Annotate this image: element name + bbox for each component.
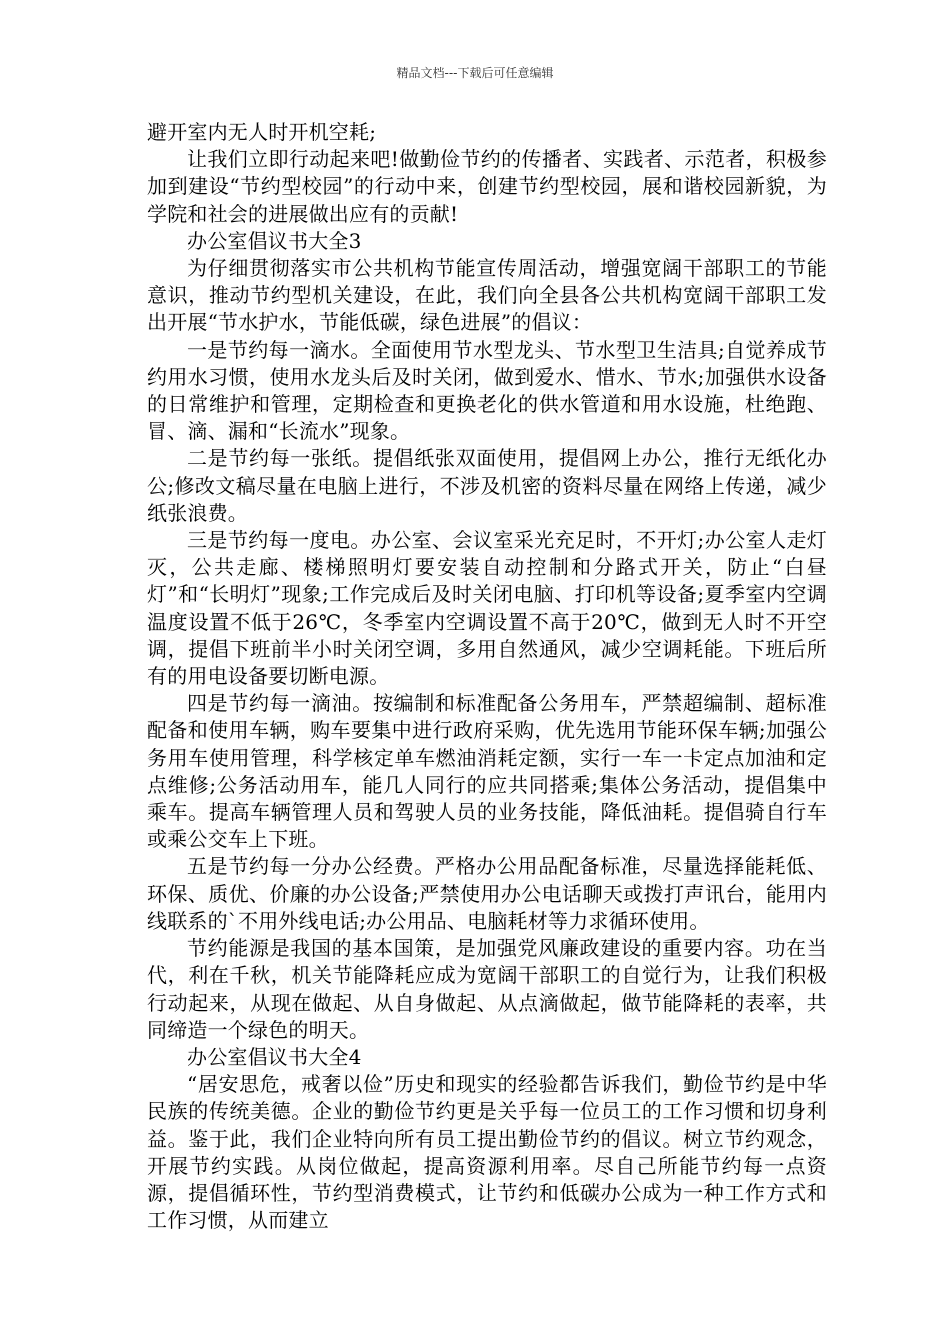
paragraph-9: 五是节约每一分办公经费。严格办公用品配备标准，尽量选择能耗低、环保、质优、价廉的办公设备;严禁使用办公电话聊天或拨打声讯台，能用内线联系的`不用外线电话;办公用品、电脑耗材等力求循环使用。 [147, 854, 827, 933]
paragraph-8: 四是节约每一滴油。按编制和标准配备公务用车，严禁超编制、超标准配备和使用车辆，购车要集中进行政府采购，优先选用节能环保车辆;加强公务用车使用管理，科学核定单车燃油消耗定额，实行一车一卡定点加油和定点维修;公务活动用车，能几人同行的应共同搭乘;集体公务活动，提倡集中乘车。提高车辆管理人员和驾驶人员的业务技能，降低油耗。提倡骑自行车或乘公交车上下班。 [147, 691, 827, 852]
document-body [147, 119, 827, 1234]
paragraph-2: 让我们立即行动起来吧!做勤俭节约的传播者、实践者、示范者，积极参加到建设“节约型校园”的行动中来，创建节约型校园，展和谐校园新貌，为学院和社会的进展做出应有的贡献! [147, 147, 827, 226]
section-heading-4: 办公室倡议书大全4 [187, 1044, 362, 1069]
paragraph-6: 二是节约每一张纸。提倡纸张双面使用，提倡网上办公，推行无纸化办公;修改文稿尽量在电脑上进行，不涉及机密的资料尽量在网络上传递，减少纸张浪费。 [147, 446, 827, 525]
paragraph-5: 一是节约每一滴水。全面使用节水型龙头、节水型卫生洁具;自觉养成节约用水习惯，使用水龙头后及时关闭，做到爱水、惜水、节水;加强供水设备的日常维护和管理，定期检查和更换老化的供水管道和用水设施，杜绝跑、冒、滴、漏和“长流水”现象。 [147, 337, 827, 444]
paragraph-10: 节约能源是我国的基本国策，是加强党风廉政建设的重要内容。功在当代，利在千秋，机关节能降耗应成为宽阔干部职工的自觉行为，让我们积极行动起来，从现在做起、从自身做起、从点滴做起，做节能降耗的表率，共同缔造一个绿色的明天。 [147, 936, 827, 1042]
paragraph-7: 三是节约每一度电。办公室、会议室采光充足时，不开灯;办公室人走灯灭，公共走廊、楼梯照明灯要安装自动控制和分路式开关，防止“白昼灯”和“长明灯”现象;工作完成后及时关闭电脑、打印机等设备;夏季室内空调温度设置不低于26℃，冬季室内空调设置不高于20℃，做到无人时不开空调，提倡下班前半小时关闭空调，多用自然通风，减少空调耗能。下班后所有的用电设备要切断电源。 [147, 528, 827, 689]
paragraph-4: 为仔细贯彻落实市公共机构节能宣传周活动，增强宽阔干部职工的节能意识，推动节约型机关建设，在此，我们向全县各公共机构宽阔干部职工发出开展“节水护水，节能低碳，绿色进展”的倡议： [147, 256, 827, 335]
paragraph-1: 避开室内无人时开机空耗; [147, 120, 377, 144]
page-header: 精品文档---下载后可任意编辑 [396, 66, 554, 80]
paragraph-12: “居安思危，戒奢以俭”历史和现实的经验都告诉我们，勤俭节约是中华民族的传统美德。企业的勤俭节约更是关乎每一位员工的工作习惯和切身利益。鉴于此，我们企业特向所有员工提出勤俭节约的倡议。树立节约观念，开展节约实践。从岗位做起，提高资源利用率。尽自己所能节约每一点资源，提倡循环性，节约型消费模式，让节约和低碳办公成为一种工作方式和工作习惯，从而建立 [147, 1072, 827, 1233]
section-heading-3: 办公室倡议书大全3 [187, 228, 362, 253]
